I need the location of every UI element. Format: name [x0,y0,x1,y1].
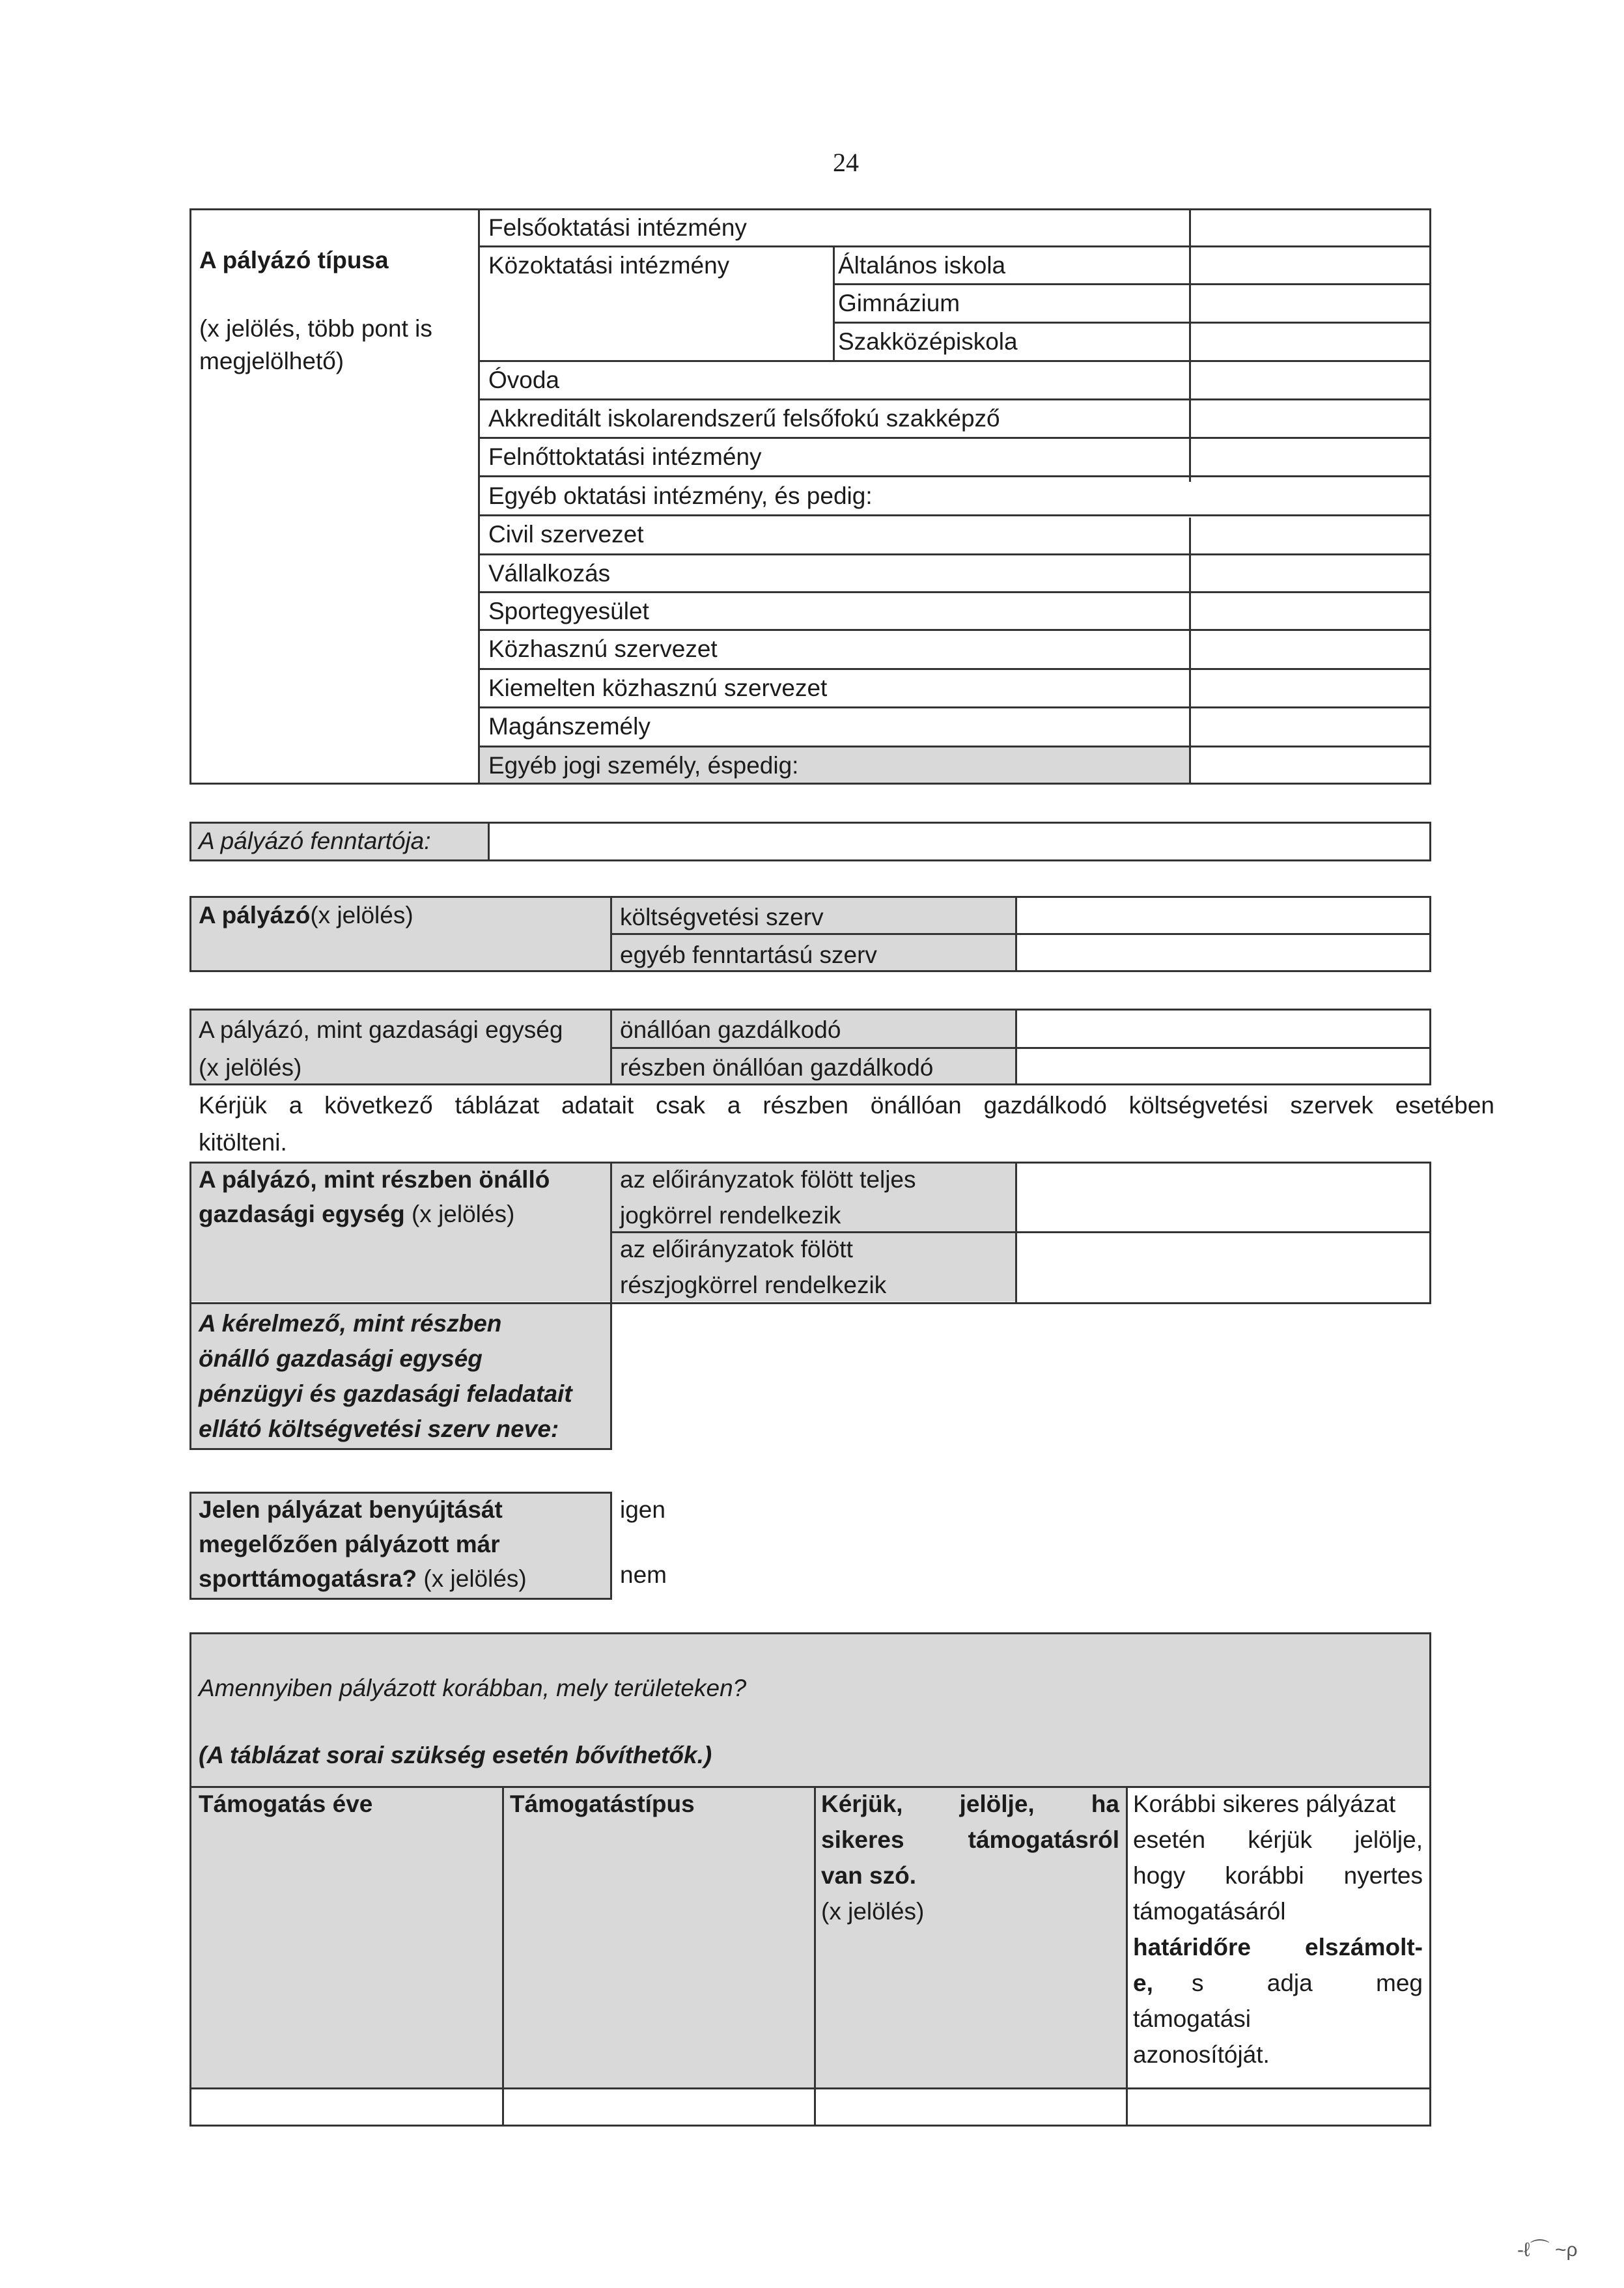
korabbi-question-1: Jelen pályázat benyújtását [199,1496,503,1523]
history-col4-line-4: támogatásáról [1133,1898,1286,1925]
history-note: (A táblázat sorai szükség esetén bővíthetők.) [199,1742,712,1768]
history-col3-line-2: sikeres támogatásról [821,1826,1119,1853]
option-altalanos-iskola: Általános iskola [838,252,1006,279]
option-nem: nem [620,1561,667,1588]
history-col-year: Támogatás éve [199,1791,373,1817]
korabbi-question-2: megelőzően pályázott már [199,1531,500,1557]
history-col4-line-3: hogy korábbi nyertes [1133,1862,1423,1889]
history-col4-line-1: Korábbi sikeres pályázat [1133,1791,1396,1817]
applicant-type-note-1: (x jelölés, több pont is [199,315,432,342]
option-maganszemely: Magánszemély [488,713,651,740]
option-reszben-onalloan: részben önállóan gazdálkodó [620,1054,934,1081]
option-kozhasznu: Közhasznú szervezet [488,635,718,662]
korabbi-question-3: sporttámogatásra? (x jelölés) [199,1565,527,1592]
history-col3-line-3: van szó. [821,1862,916,1889]
option-gimnazium: Gimnázium [838,290,960,316]
history-col4-line-5: határidőre elszámolt- [1133,1934,1423,1960]
option-szakkozepiskola: Szakközépiskola [838,328,1018,355]
kerelmezo-line-4: ellátó költségvetési szerv neve: [199,1416,559,1442]
option-egyeb-oktatasi: Egyéb oktatási intézmény, és pedig: [488,482,873,509]
reszben-label-1: A pályázó, mint részben önálló [199,1166,550,1193]
history-col-type: Támogatástípus [510,1791,695,1817]
option-ovoda: Óvoda [488,367,560,393]
history-col4-line-7: támogatási [1133,2005,1251,2032]
option-teljes-2: jogkörrel rendelkezik [620,1202,841,1229]
option-resz-1: az előirányzatok fölött [620,1236,853,1263]
history-col3-line-4: (x jelölés) [821,1898,925,1925]
corner-pen-marks: -ℓ⌒ ~ρ [1517,2239,1578,2261]
option-felsooktatasi: Felsőoktatási intézmény [488,214,747,241]
option-egyeb-jogi: Egyéb jogi személy, éspedig: [488,752,799,779]
option-resz-2: részjogkörrel rendelkezik [620,1272,887,1298]
option-igen: igen [620,1496,665,1523]
history-col3-line-1: Kérjük, jelölje, ha [821,1791,1119,1817]
applicant-type-note-2: megjelölhető) [199,348,344,374]
option-sportegyesulet: Sportegyesület [488,598,649,624]
instruction-line-2: kitölteni. [199,1129,287,1156]
option-kozoktatasi: Közoktatási intézmény [488,252,730,279]
instruction-line-1: Kérjük a következő táblázat adatait csak a részben önállóan gazdálkodó költségvetési szervek esetében [199,1092,1494,1119]
option-teljes-1: az előirányzatok fölött teljes [620,1166,916,1193]
reszben-label-2: gazdasági egység (x jelölés) [199,1201,515,1227]
option-akkreditalt: Akkreditált iskolarendszerű felsőfokú szakképző [488,405,1000,432]
history-col4-line-6a: e, [1133,1970,1153,1996]
palyazo-x-label: A pályázó(x jelölés) [199,902,413,928]
option-vallalkozas: Vállalkozás [488,560,611,587]
option-egyeb-fenntartasu: egyéb fenntartású szerv [620,942,877,968]
history-col4-line-8: azonosítóját. [1133,2041,1270,2068]
fenntarto-label: A pályázó fenntartója: [199,828,431,854]
kerelmezo-line-1: A kérelmező, mint részben [199,1310,502,1337]
history-col4-line-2: esetén kérjük jelölje, [1133,1826,1423,1853]
option-civil: Civil szervezet [488,521,644,548]
option-felnottoktatasi: Felnőttoktatási intézmény [488,443,762,470]
option-kiemelten: Kiemelten közhasznú szervezet [488,675,828,701]
history-intro: Amennyiben pályázott korábban, mely területeken? [199,1675,747,1701]
applicant-type-label: A pályázó típusa [199,247,389,273]
gazdasagi-label-1: A pályázó, mint gazdasági egység [199,1016,563,1043]
page-number: 24 [833,148,859,177]
option-koltsegvetesi: költségvetési szerv [620,904,824,930]
kerelmezo-line-2: önálló gazdasági egység [199,1345,483,1372]
kerelmezo-line-3: pénzügyi és gazdasági feladatait [199,1380,572,1407]
history-col4-line-6b: s adja meg [1192,1970,1423,1996]
option-onalloan: önállóan gazdálkodó [620,1016,841,1043]
gazdasagi-label-2: (x jelölés) [199,1054,302,1081]
